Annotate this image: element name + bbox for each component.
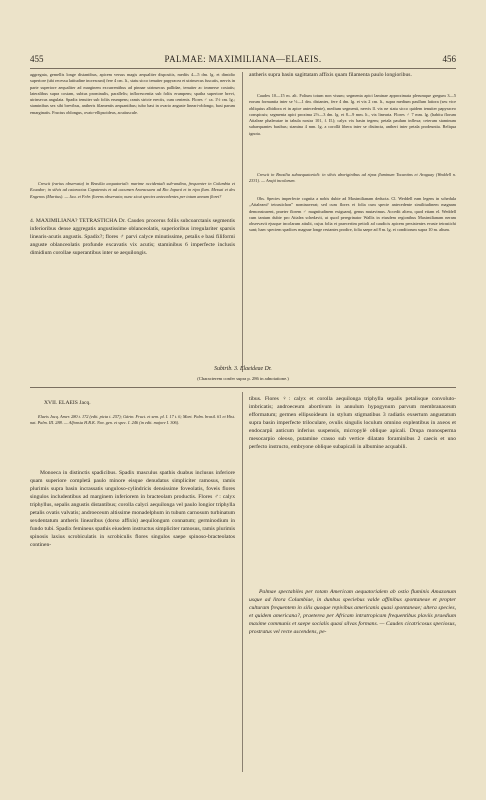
genus-description-left [30,470,235,770]
genus-description-right [249,396,456,582]
genus-habit-text: Palmae spectabiles per totam Americam aequatorialem ab ostio fluminis Amazonum usque ad litora Columbiae, in dunbus speciebus valde affinibus spontaneae et propter culturam frequentem in silis quoque repivibus americanis quasi spontaneae; altera species, et quidem americana?, praeterea per Africam intratropicam frequentibus plaviis praedium maxime communis et saepe socialis quasi silvas formans. — Caudex cicatricosus speciosus, prostratus vel recte ascendens, pe- [249,589,456,635]
genus-author: Jacq. [79,400,91,406]
page-number-left: 455 [30,54,44,64]
upper-right-obs [249,196,456,272]
description-continued: aggregata, gemellis longe distantibus, apicem versus magis aequaliter dispositis, mediis 4—5 dm. lg. et dimidio superiore (ubi recessu latitudine increscunt) fere 4 cm. lt., statu sicco tenuiter papyracea et utrinsecus fuscatis, nervis in parte superiore aequaliter ad marginem excurrentibus ad pinnae utrinsecus pallidae, tenuiter ac immerse costatis; lateralibus supra costam, subtus prominulis, parallelis; inflorescentia sub foliis erumpens; spatha superiore brevi, utrinsecus angulata. Spadix tenuiter sub foliis erumpens; ramis stricte erectis, cum centenis. Flores ♂ ca. 1½ cm. lg.; staminibus sex sibi brevibus, antheris filamentis aequantibus; tubo basi in ovario anguste lineari-oblongo, basi parum emarginatis. Fructus oblongus, ovato-ellipsoideus, acutiuscule. [30,72,235,115]
species-4-author: Dr. [118,218,126,224]
genus-description-text-right: tibus. Flores ♀: calyx et corolla aequilonga triphylla sepalis petalisque convoluto-imbricatis; androeceum abortivum in annulum hypogynum parvum membranaceum efformatum; germen ellipsoideum in stylum stigmatibus 3 radiatis exsertum angustatum supra basin imperfecte triloculare, ovulis singulis loculum omnino explentibus in axeos et endocarpii anticum inferius suspensis, micropylè oblique apicali. Drupa monosperma mesocarpio oleoso, putamine crasso sub vertice dilatato foraminibus 2 caecis et uno perfecto instructo, embryone oblique subapicali in albumine acquabili. [249,396,456,450]
header-rule [30,68,456,69]
synonymy-text: Elaeis Jacq. Amer. 280 t. 172 (edit. picta t. 257); Gärtn. Fruct. et sem. pl. I. 17 t. 6; Mart. Palm. brasil. 61 et Hist. nat. Palm. III. 288. — Alfonsia H.B.K. Nov. gen. et spec. I. 246 (in edit. majore I. 306). [30,414,235,426]
running-title: PALMAE: MAXIMILIANA—ELAEIS. [164,54,322,64]
genus-name: ELAEIS [58,400,78,406]
upper-right-caudex [249,93,456,169]
species-4-block [30,218,235,330]
subtribe-title: Subtrib. 3. Elaeideae Dr. [214,366,272,372]
genus-number: XVII. [44,400,58,406]
column-divider-upper [242,72,243,372]
species-4-title: 4. MAXIMILIANA? TETRASTICHA [30,218,118,224]
genus-heading [30,400,235,410]
page-number-right: 456 [442,54,456,64]
caudex-description: Caudex 10—15 m. alt. Folium totum non visum; segmenta apici laminae approximata plerumque gregum 3—5 eorum formantia inter se ½—1 dm. distantes, fere 4 dm. lg. et vix 2 cm. lt., supra medium paullum latiora (seu vice obliquius albidiora et in apice antecedente), medium segmenti, nervis ll. vix ne statu sicco quidem tenuiter papyraceo conspicuis; segmenta apici proxima 2½—3 dm. lg. et 8—9 mm. lt., vix linearia. Flores ♂ 7 mm. lg. (habitu florum Attaleae phaleratae in tabula nostra 101, f. II.); calyx vix basin tegens; petala paulum inflexa; ceterum staminum subaequantes basibus; stamina 4 mm. lg. a corollâ libera inter se distincta, antheri inter petala prodeuntia. Reliqua ignota. [249,93,456,136]
section-rule [30,387,456,388]
page-header [30,54,456,66]
genus-habit [249,589,456,769]
column-divider-lower [242,392,243,772]
upper-left-column [30,72,235,176]
distribution-brasilia: Crescit in Brasilia subaequatoriali: in silvis aboriginibus ad ripas fluminum Tocantins et Araguay (Weddell n. 2331). — Arajá incolarum. [249,172,456,184]
genus-description-text-left: Monoeca in distinctis spadicibus. Spadix masculus spathis duabus inclusus inferiore quam superiore completâ paulo minore eisque denudatus simpliciter ramosus, ramis plurimis supra basin incrassatis unguloso-cylindricis densissime foveolatis, foveis flores singulos includentibus ad marginem inferiorem in bracteolam productis. Flores ♂: calyx triphyllus, sepalis angustis distantibus; corolla calyci aequilonga vel paulo longior triphylla petalis ovatis valvatis; androeceum altissime monadelphum in tubum carnosum turbinatum sexdentatum antheris linearibus (dorso affixis) aequilongum connatum; germinodium in fundo tubi. Spadix femineus spathis eiusdem instructus simpliciter ramosus, ramis plurimis spinosis laxius scrobiculatis in scrobiculis flores singulos saepe spinoso-bracteolatos continen- [30,470,235,548]
distribution-text: Crescit (rarius observata) in Brasilia aequatoriali: marime occidentali sub-andina, frequenter in Columbia et Ecuador; in silvis ad cataractas Cupatensis et ad cacumen Araracuara ad Rio Japurá et in ripa flum. Messai et des Engenos (Martius). — Jau. et Febr. florens observata; nunc sicut species antecedentes per totum annum floret? [30,181,235,199]
upper-right-top [249,72,456,90]
species-4-description: Caudex procerus foliis subcoarctanis segmentis inferioribus dense aggregatis angustissime oblanceolatis, superioribus irregulariter sparsis linearis-acutis angustis. Spadix?; flores ♂ parvi calyce minutissime, petalis e basi filiformi anguste oblanceolatis profunde excavatis vix acutis; staminibus 6 imperfecte inclusis dimidium corollae superantibus inter se aequilongis. [30,218,235,256]
subtribe-note: (Characterem confer supra p. 286 in adnotatione.) [197,376,289,381]
observation-note: Obs. Species imperfecte cognita a nobis dubie ad Maximilianam deducta. Cl. Weddell eam legens in schedula „Attaleam? tetrastichon” nominaverat; sed cum flores et folia cum specie antecedente similitudinem magnam demonstrarent, praeter florem ♂ magnitudinem exiguam), genus mutavimus. Accedit altera, quod etiam el. Weddell cum tantum dubie pro Attalea schedavit, ut quod peregrinator Wallis in eiusdem regionibus Maximilianam neram observavit ejusque incolarum attulit, cujus folia et praecertim petioli ad caudicis apicem persistentes evaste tetrastichi sunt; haec speciem spadices magnae longe restantes prodire, folia saepe ad 8 m. lg. et conditorum supra 10 m. altum. [249,196,456,233]
upper-left-distribution [30,181,235,213]
upper-right-distribution [249,172,456,192]
anthers-text: antheris supra basin sagittatam affixis quam filamenta paulo longioribus. [249,72,412,78]
genus-synonymy [30,414,235,460]
